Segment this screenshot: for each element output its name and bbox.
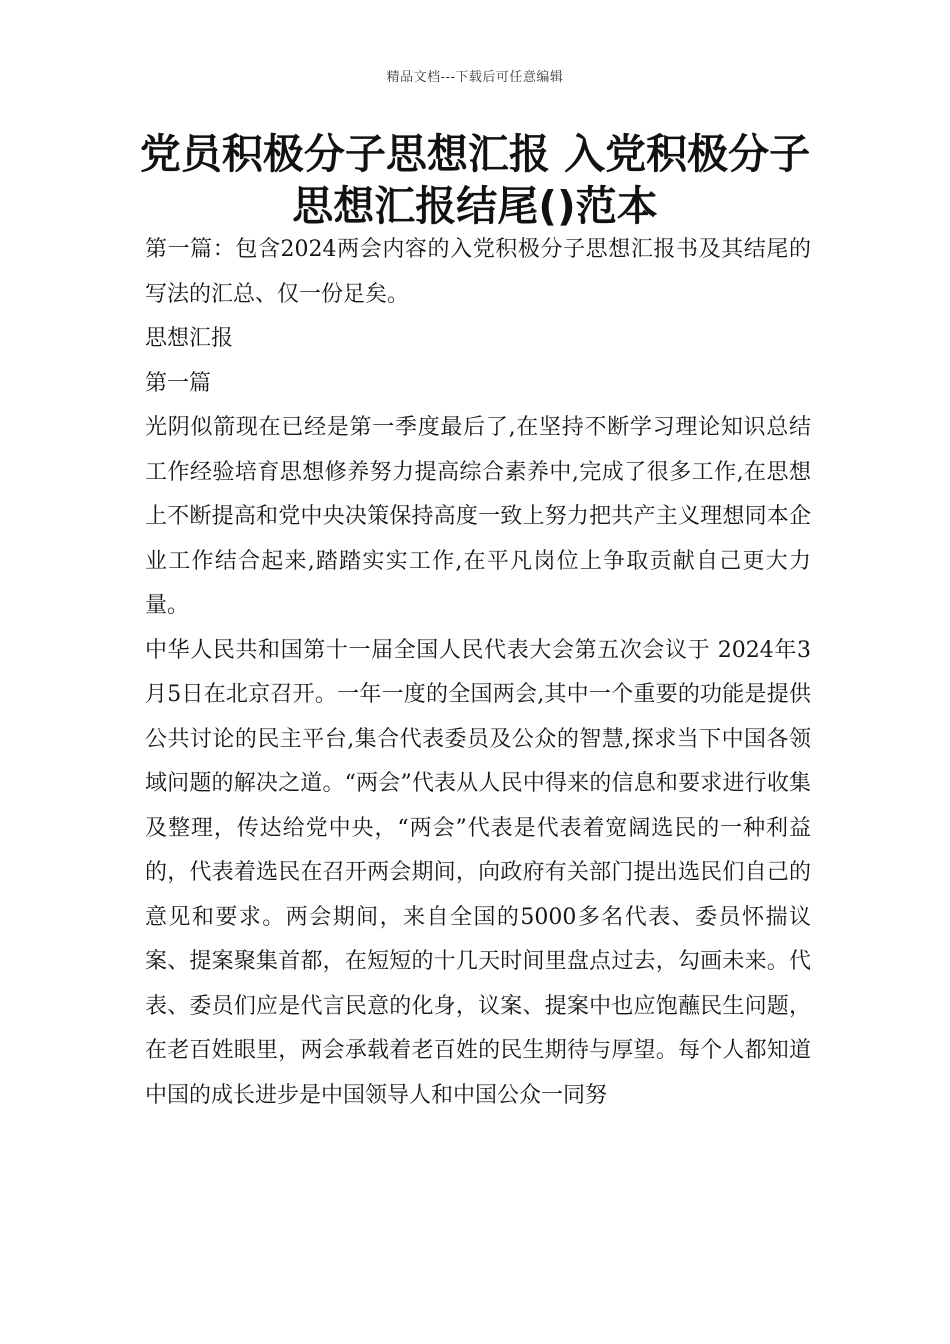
paragraph-heading-report: 思想汇报 (145, 326, 234, 351)
document-body (145, 228, 811, 1118)
paragraph-heading-first: 第一篇 (145, 370, 212, 396)
paragraph-body-1: 光阴似箭现在已经是第一季度最后了,在坚持不断学习理论知识总结工作经验培育思想修养努力提高综合素养中,完成了很多工作,在思想上不断提高和党中央决策保持高度一致上努力把共产主义理想同本企业工作结合起来,踏踏实实工作,在平凡岗位上争取贡献自己更大力量。 (145, 415, 811, 618)
paragraph-intro: 第一篇：包含2024两会内容的入党积极分子思想汇报书及其结尾的写法的汇总、仅一份足矣。 (145, 237, 811, 307)
paragraph-body-2: 中华人民共和国第十一届全国人民代表大会第五次会议于 2024年3月5日在北京召开。一年一度的全国两会,其中一个重要的功能是提供公共讨论的民主平台,集合代表委员及公众的智慧,探求当下中国各领域问题的解决之道。“两会”代表从人民中得来的信息和要求进行收集及整理，传达给党中央，“两会”代表是代表着宽阔选民的一种利益的，代表着选民在召开两会期间，向政府有关部门提出选民们自己的意见和要求。两会期间，来自全国的5000多名代表、委员怀揣议案、提案聚集首都，在短短的十几天时间里盘点过去，勾画未来。代表、委员们应是代言民意的化身，议案、提案中也应饱蘸民生问题，在老百姓眼里，两会承载着老百姓的民生期待与厚望。每个人都知道中国的成长进步是中国领导人和中国公众一同努 (145, 637, 811, 1108)
header-note: 精品文档---下载后可任意编辑 (386, 70, 564, 85)
document-title: 党员积极分子思想汇报 入党积极分子思想汇报结尾()范本 (139, 130, 811, 230)
